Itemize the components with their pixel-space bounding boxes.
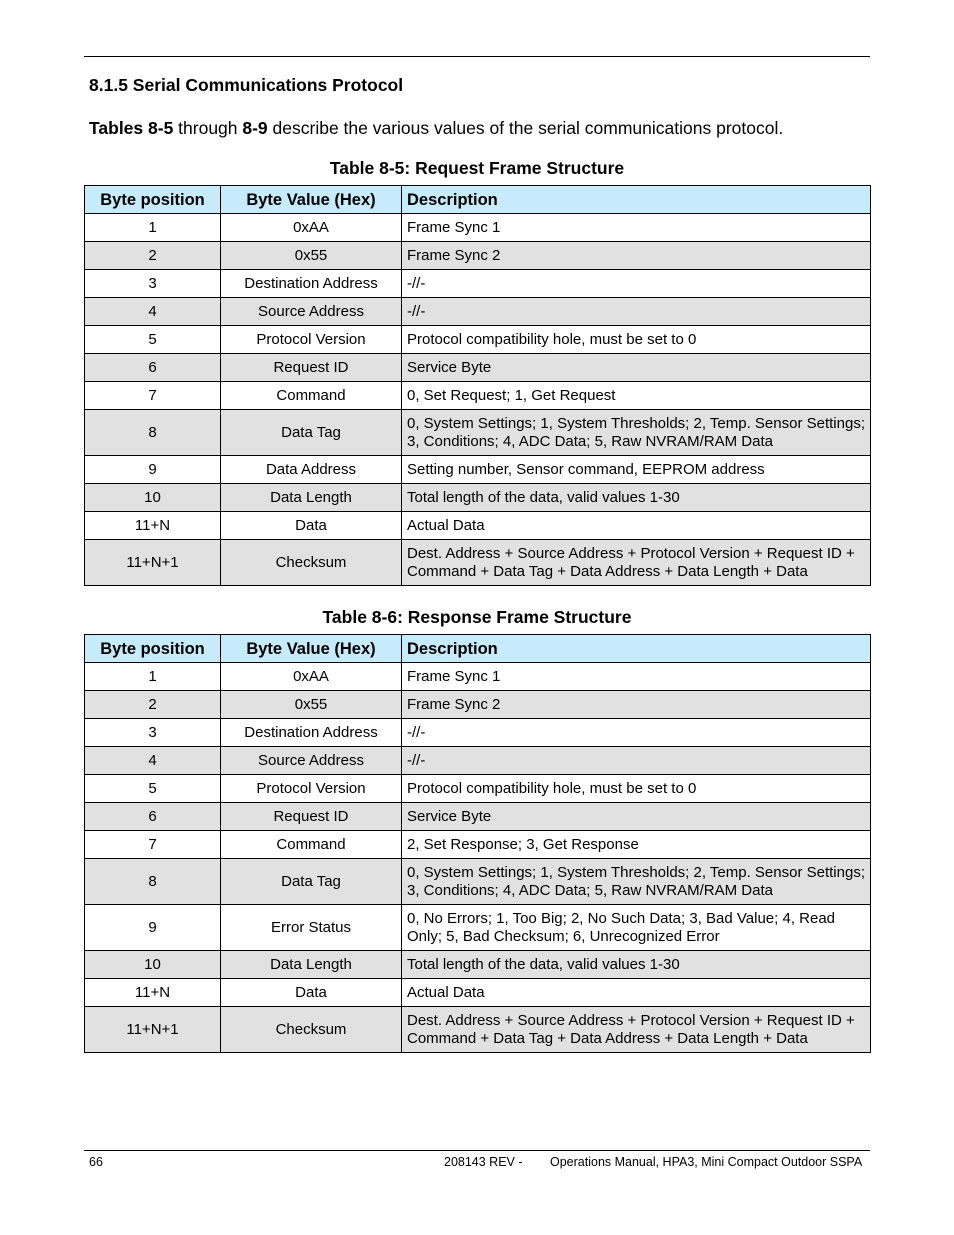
header-byte-position: Byte position xyxy=(85,186,221,214)
cell-description: Protocol compatibility hole, must be set to 0 xyxy=(402,775,871,803)
cell-byte-value: Data Address xyxy=(221,456,402,484)
cell-byte-position: 11+N+1 xyxy=(85,1007,221,1053)
cell-byte-position: 1 xyxy=(85,214,221,242)
footer-page-number: 66 xyxy=(89,1155,103,1169)
table-row xyxy=(85,326,871,354)
cell-byte-position: 3 xyxy=(85,719,221,747)
table-header-row xyxy=(85,186,871,214)
cell-description: Frame Sync 1 xyxy=(402,214,871,242)
table-row xyxy=(85,803,871,831)
cell-description: Protocol compatibility hole, must be set to 0 xyxy=(402,326,871,354)
cell-byte-position: 10 xyxy=(85,951,221,979)
table-row xyxy=(85,354,871,382)
cell-byte-value: Checksum xyxy=(221,1007,402,1053)
header-byte-value: Byte Value (Hex) xyxy=(221,635,402,663)
table-row xyxy=(85,410,871,456)
cell-byte-position: 9 xyxy=(85,905,221,951)
table-row xyxy=(85,540,871,586)
footer-rule xyxy=(84,1150,870,1151)
intro-ref-tables: Tables 8-5 xyxy=(89,118,174,138)
cell-description: -//- xyxy=(402,298,871,326)
intro-paragraph xyxy=(89,118,783,139)
table-header-row xyxy=(85,635,871,663)
table-row xyxy=(85,270,871,298)
cell-byte-value: 0xAA xyxy=(221,214,402,242)
cell-description: Actual Data xyxy=(402,512,871,540)
header-byte-value: Byte Value (Hex) xyxy=(221,186,402,214)
table-row xyxy=(85,242,871,270)
table-row xyxy=(85,747,871,775)
cell-byte-value: Request ID xyxy=(221,354,402,382)
cell-byte-position: 7 xyxy=(85,831,221,859)
table-row xyxy=(85,859,871,905)
header-rule xyxy=(84,56,870,57)
header-description: Description xyxy=(402,186,871,214)
cell-byte-value: 0x55 xyxy=(221,242,402,270)
cell-description: Frame Sync 2 xyxy=(402,242,871,270)
table-row xyxy=(85,905,871,951)
cell-byte-position: 9 xyxy=(85,456,221,484)
footer-document-number: 208143 REV - xyxy=(444,1155,523,1169)
cell-byte-value: Request ID xyxy=(221,803,402,831)
cell-byte-position: 6 xyxy=(85,354,221,382)
table-row xyxy=(85,512,871,540)
cell-byte-position: 11+N xyxy=(85,979,221,1007)
cell-description: Dest. Address + Source Address + Protocol Version + Request ID + Command + Data Tag + Data Address + Data Length + Data xyxy=(402,1007,871,1053)
cell-description: Total length of the data, valid values 1-30 xyxy=(402,951,871,979)
cell-byte-position: 1 xyxy=(85,663,221,691)
cell-description: Frame Sync 1 xyxy=(402,663,871,691)
intro-ref-last: 8-9 xyxy=(242,118,268,138)
table-row xyxy=(85,214,871,242)
cell-byte-value: 0xAA xyxy=(221,663,402,691)
cell-byte-value: Protocol Version xyxy=(221,326,402,354)
cell-byte-value: Checksum xyxy=(221,540,402,586)
cell-byte-position: 10 xyxy=(85,484,221,512)
cell-description: Total length of the data, valid values 1-30 xyxy=(402,484,871,512)
table-row xyxy=(85,298,871,326)
table-caption-response: Table 8-6: Response Frame Structure xyxy=(322,607,632,627)
cell-byte-value: Protocol Version xyxy=(221,775,402,803)
cell-description: Actual Data xyxy=(402,979,871,1007)
cell-byte-value: Data Tag xyxy=(221,859,402,905)
cell-byte-value: Data Tag xyxy=(221,410,402,456)
intro-text-through: through xyxy=(173,118,243,138)
cell-byte-value: 0x55 xyxy=(221,691,402,719)
cell-byte-position: 8 xyxy=(85,410,221,456)
table-row xyxy=(85,951,871,979)
cell-description: Setting number, Sensor command, EEPROM address xyxy=(402,456,871,484)
table-row xyxy=(85,979,871,1007)
cell-description: 0, System Settings; 1, System Thresholds; 2, Temp. Sensor Settings; 3, Conditions; 4, ADC Data; 5, Raw NVRAM/RAM Data xyxy=(402,859,871,905)
cell-byte-position: 2 xyxy=(85,242,221,270)
header-byte-position: Byte position xyxy=(85,635,221,663)
request-table-body xyxy=(85,214,871,586)
cell-byte-position: 7 xyxy=(85,382,221,410)
intro-text-rest: describe the various values of the serial communications protocol. xyxy=(267,118,784,138)
cell-byte-position: 11+N xyxy=(85,512,221,540)
cell-byte-position: 8 xyxy=(85,859,221,905)
cell-byte-position: 3 xyxy=(85,270,221,298)
cell-description: 2, Set Response; 3, Get Response xyxy=(402,831,871,859)
cell-byte-position: 6 xyxy=(85,803,221,831)
cell-byte-value: Destination Address xyxy=(221,270,402,298)
cell-byte-value: Command xyxy=(221,831,402,859)
cell-byte-value: Source Address xyxy=(221,298,402,326)
table-row xyxy=(85,382,871,410)
cell-description: Service Byte xyxy=(402,803,871,831)
cell-description: Dest. Address + Source Address + Protocol Version + Request ID + Command + Data Tag + Data Address + Data Length + Data xyxy=(402,540,871,586)
cell-description: 0, No Errors; 1, Too Big; 2, No Such Data; 3, Bad Value; 4, Read Only; 5, Bad Checksum; 6, Unrecognized Error xyxy=(402,905,871,951)
table-row xyxy=(85,691,871,719)
response-table-body xyxy=(85,663,871,1053)
table-row xyxy=(85,456,871,484)
cell-description: Frame Sync 2 xyxy=(402,691,871,719)
table-row xyxy=(85,775,871,803)
cell-byte-value: Error Status xyxy=(221,905,402,951)
table-row xyxy=(85,719,871,747)
cell-description: -//- xyxy=(402,719,871,747)
table-row xyxy=(85,663,871,691)
cell-byte-position: 5 xyxy=(85,775,221,803)
cell-description: Service Byte xyxy=(402,354,871,382)
table-row xyxy=(85,484,871,512)
cell-byte-position: 4 xyxy=(85,298,221,326)
cell-description: 0, Set Request; 1, Get Request xyxy=(402,382,871,410)
cell-byte-value: Data xyxy=(221,512,402,540)
cell-byte-value: Data Length xyxy=(221,951,402,979)
request-frame-table xyxy=(84,185,871,586)
cell-byte-value: Data xyxy=(221,979,402,1007)
cell-description: 0, System Settings; 1, System Thresholds; 2, Temp. Sensor Settings; 3, Conditions; 4, ADC Data; 5, Raw NVRAM/RAM Data xyxy=(402,410,871,456)
cell-description: -//- xyxy=(402,270,871,298)
header-description: Description xyxy=(402,635,871,663)
table-row xyxy=(85,1007,871,1053)
response-frame-table xyxy=(84,634,871,1053)
section-heading: 8.1.5 Serial Communications Protocol xyxy=(89,75,404,95)
table-row xyxy=(85,831,871,859)
cell-byte-value: Source Address xyxy=(221,747,402,775)
cell-byte-position: 5 xyxy=(85,326,221,354)
cell-byte-position: 4 xyxy=(85,747,221,775)
cell-byte-position: 11+N+1 xyxy=(85,540,221,586)
cell-byte-position: 2 xyxy=(85,691,221,719)
cell-description: -//- xyxy=(402,747,871,775)
cell-byte-value: Destination Address xyxy=(221,719,402,747)
cell-byte-value: Command xyxy=(221,382,402,410)
cell-byte-value: Data Length xyxy=(221,484,402,512)
table-caption-request: Table 8-5: Request Frame Structure xyxy=(329,158,625,178)
footer-manual-title: Operations Manual, HPA3, Mini Compact Outdoor SSPA xyxy=(550,1155,863,1169)
